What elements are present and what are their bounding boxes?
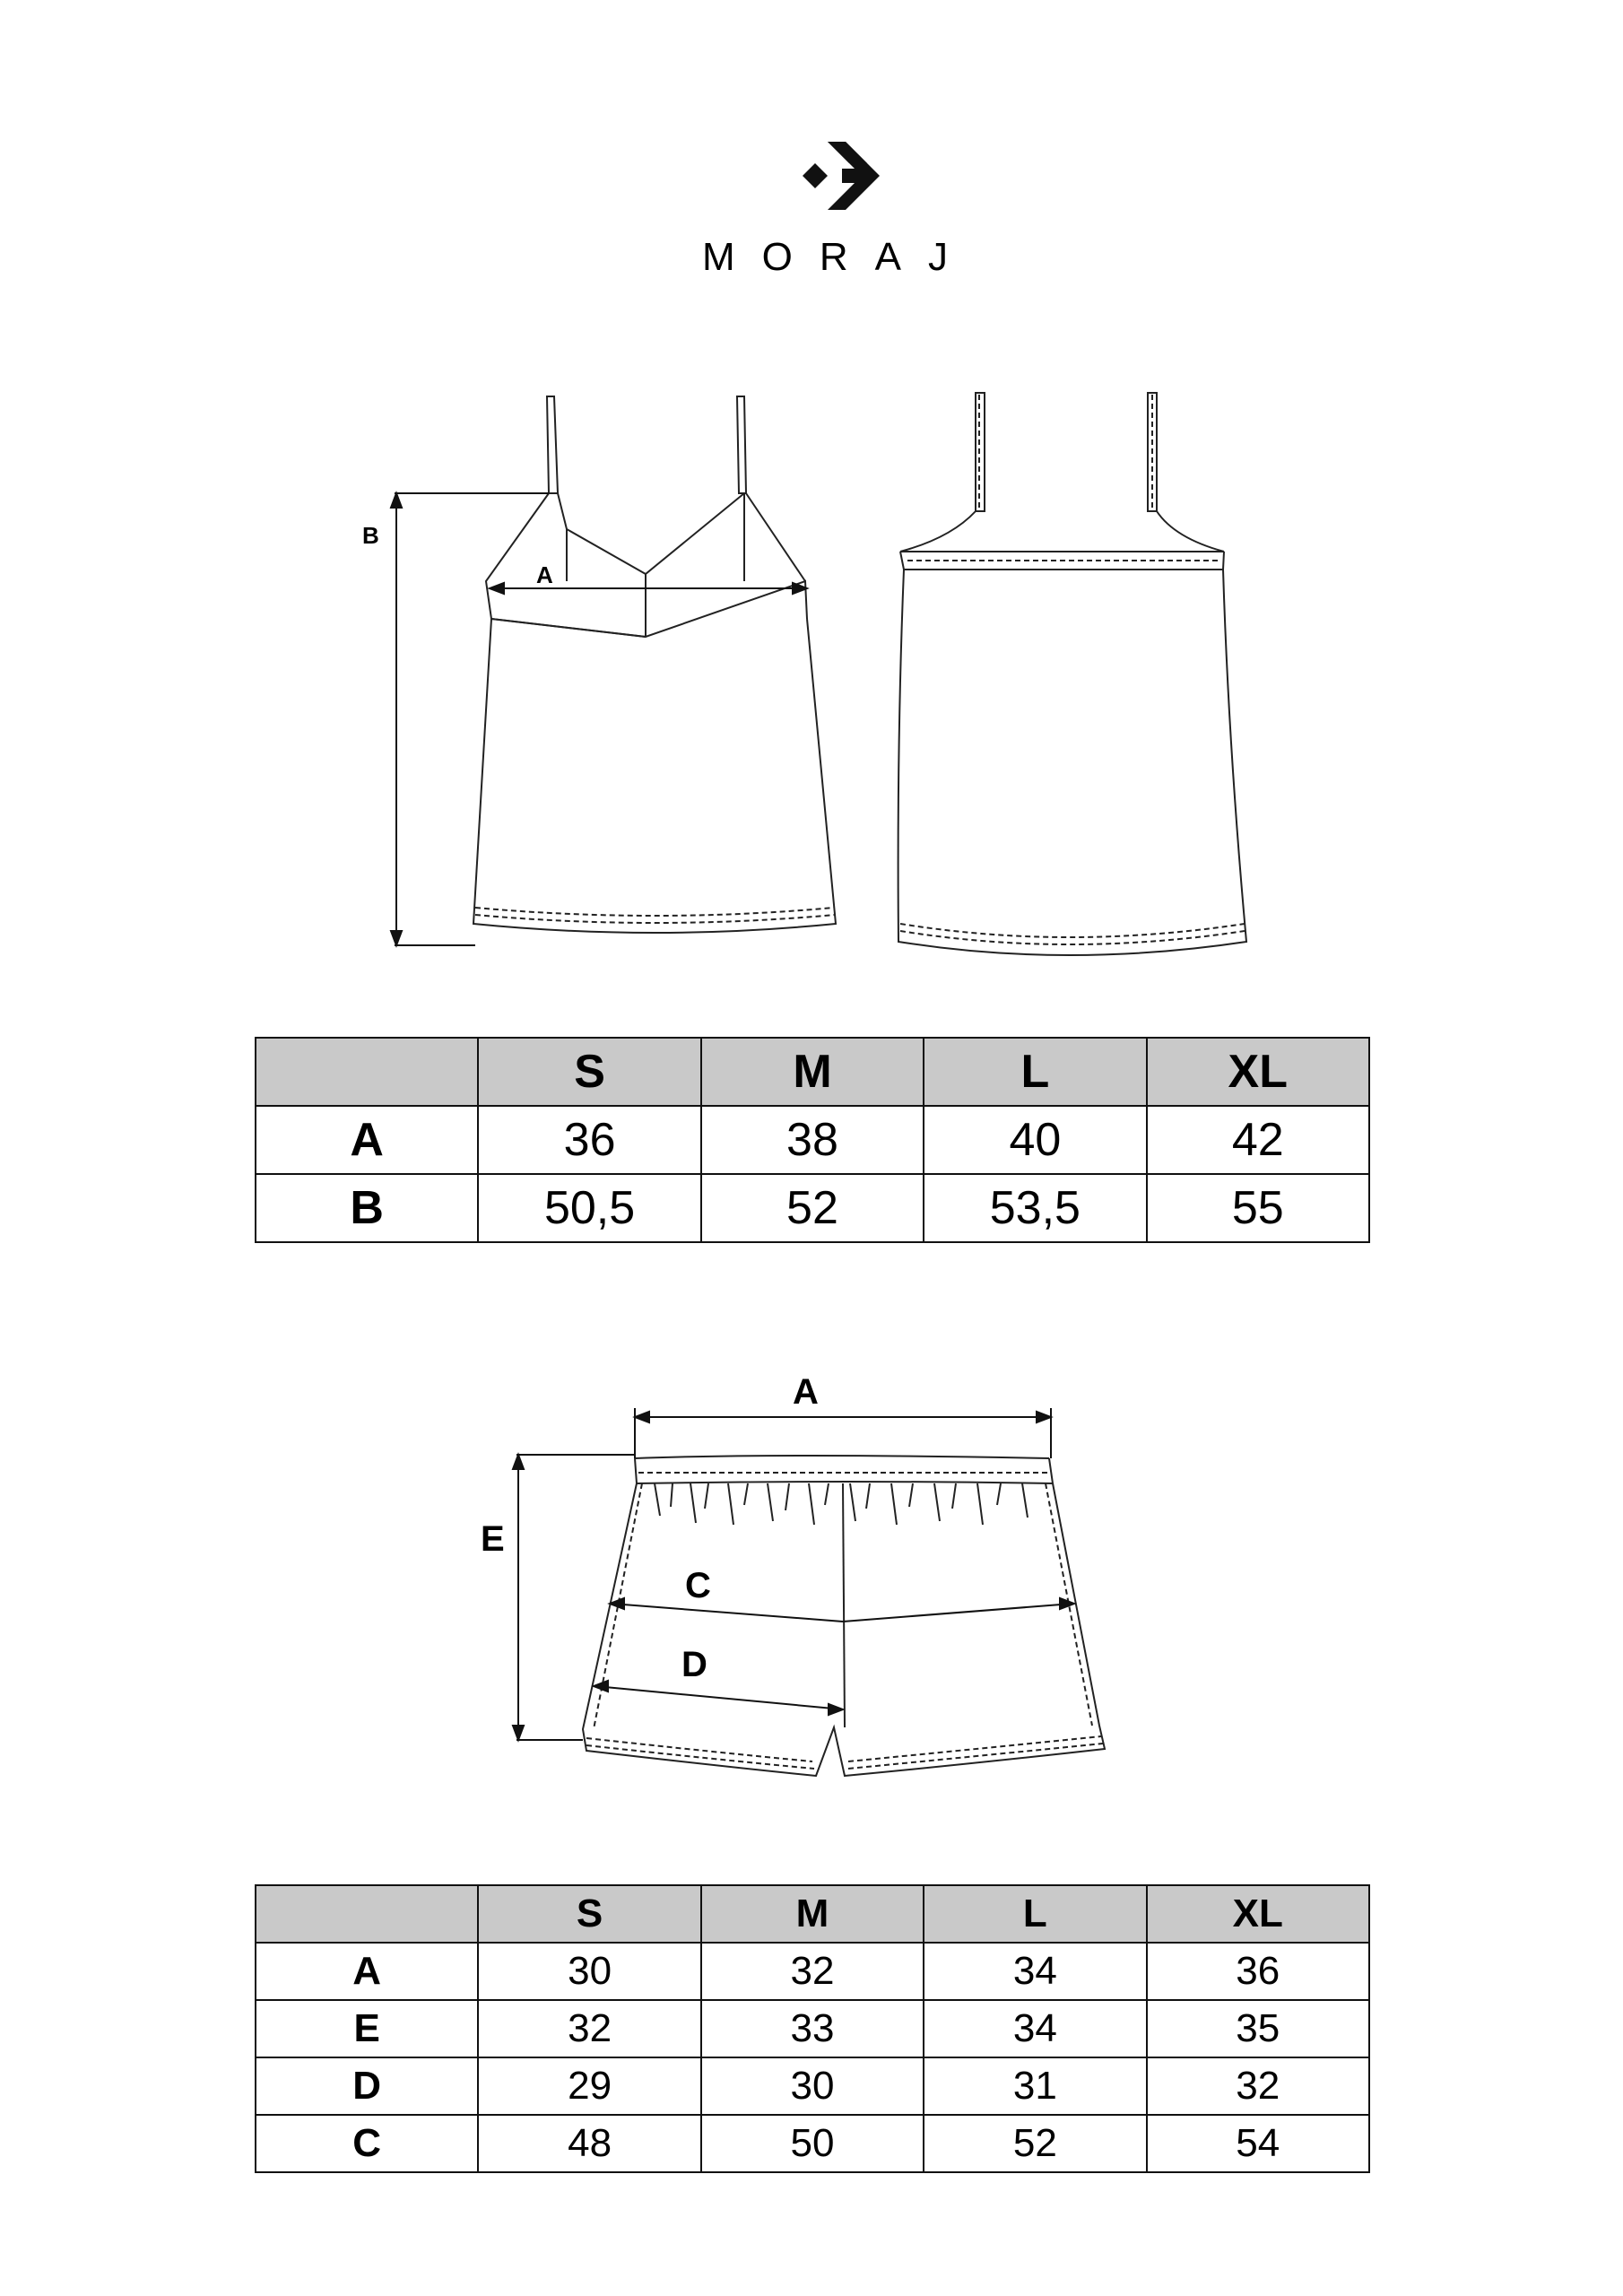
table-header-cell: M (701, 1038, 924, 1106)
moraj-logo-icon (803, 142, 883, 213)
table-cell: 52 (701, 1174, 924, 1242)
table-row (256, 1106, 1369, 1174)
table-row (256, 2000, 1369, 2057)
brand-name: MORAJ (702, 235, 975, 279)
camisole-front-diagram (341, 386, 843, 960)
table-cell: 34 (924, 2000, 1146, 2057)
table-header-cell: S (478, 1885, 700, 1943)
table-cell: 29 (478, 2057, 700, 2115)
row-label: C (256, 2115, 478, 2172)
table-cell: 35 (1147, 2000, 1369, 2057)
table-cell: 30 (701, 2057, 924, 2115)
table-cell: 52 (924, 2115, 1146, 2172)
shorts-label-d: D (681, 1645, 707, 1684)
table-cell: 50 (701, 2115, 924, 2172)
table-cell: 32 (701, 1943, 924, 2000)
table-header-row (256, 1885, 1369, 1943)
table-cell: 48 (478, 2115, 700, 2172)
shorts-label-a: A (793, 1372, 819, 1412)
shorts-label-c: C (685, 1566, 711, 1605)
table-row (256, 1943, 1369, 2000)
table-cell: 40 (924, 1106, 1146, 1174)
table-header-cell (256, 1038, 478, 1106)
table-cell: 30 (478, 1943, 700, 2000)
table-header-cell (256, 1885, 478, 1943)
table-cell: 34 (924, 1943, 1146, 2000)
camisole-label-a: A (536, 561, 553, 588)
table-cell: 32 (478, 2000, 700, 2057)
table-cell: 32 (1147, 2057, 1369, 2115)
row-label: A (256, 1943, 478, 2000)
camisole-back-diagram (888, 386, 1264, 978)
table-row (256, 1174, 1369, 1242)
top-size-table (255, 1037, 1370, 1243)
table-header-cell: XL (1147, 1038, 1369, 1106)
table-cell: 50,5 (478, 1174, 700, 1242)
table-header-cell: S (478, 1038, 700, 1106)
table-header-cell: M (701, 1885, 924, 1943)
table-cell: 55 (1147, 1174, 1369, 1242)
table-cell: 36 (1147, 1943, 1369, 2000)
table-cell: 38 (701, 1106, 924, 1174)
table-cell: 54 (1147, 2115, 1369, 2172)
shorts-diagram (493, 1390, 1121, 1794)
row-label: A (256, 1106, 478, 1174)
table-cell: 42 (1147, 1106, 1369, 1174)
table-header-cell: L (924, 1885, 1146, 1943)
table-header-row (256, 1038, 1369, 1106)
row-label: D (256, 2057, 478, 2115)
camisole-label-b: B (362, 522, 379, 549)
shorts-label-e: E (481, 1519, 505, 1559)
row-label: B (256, 1174, 478, 1242)
table-header-cell: L (924, 1038, 1146, 1106)
table-cell: 31 (924, 2057, 1146, 2115)
row-label: E (256, 2000, 478, 2057)
table-row (256, 2057, 1369, 2115)
table-cell: 36 (478, 1106, 700, 1174)
table-header-cell: XL (1147, 1885, 1369, 1943)
bottom-size-table (255, 1884, 1370, 2173)
table-cell: 53,5 (924, 1174, 1146, 1242)
table-cell: 33 (701, 2000, 924, 2057)
table-row (256, 2115, 1369, 2172)
